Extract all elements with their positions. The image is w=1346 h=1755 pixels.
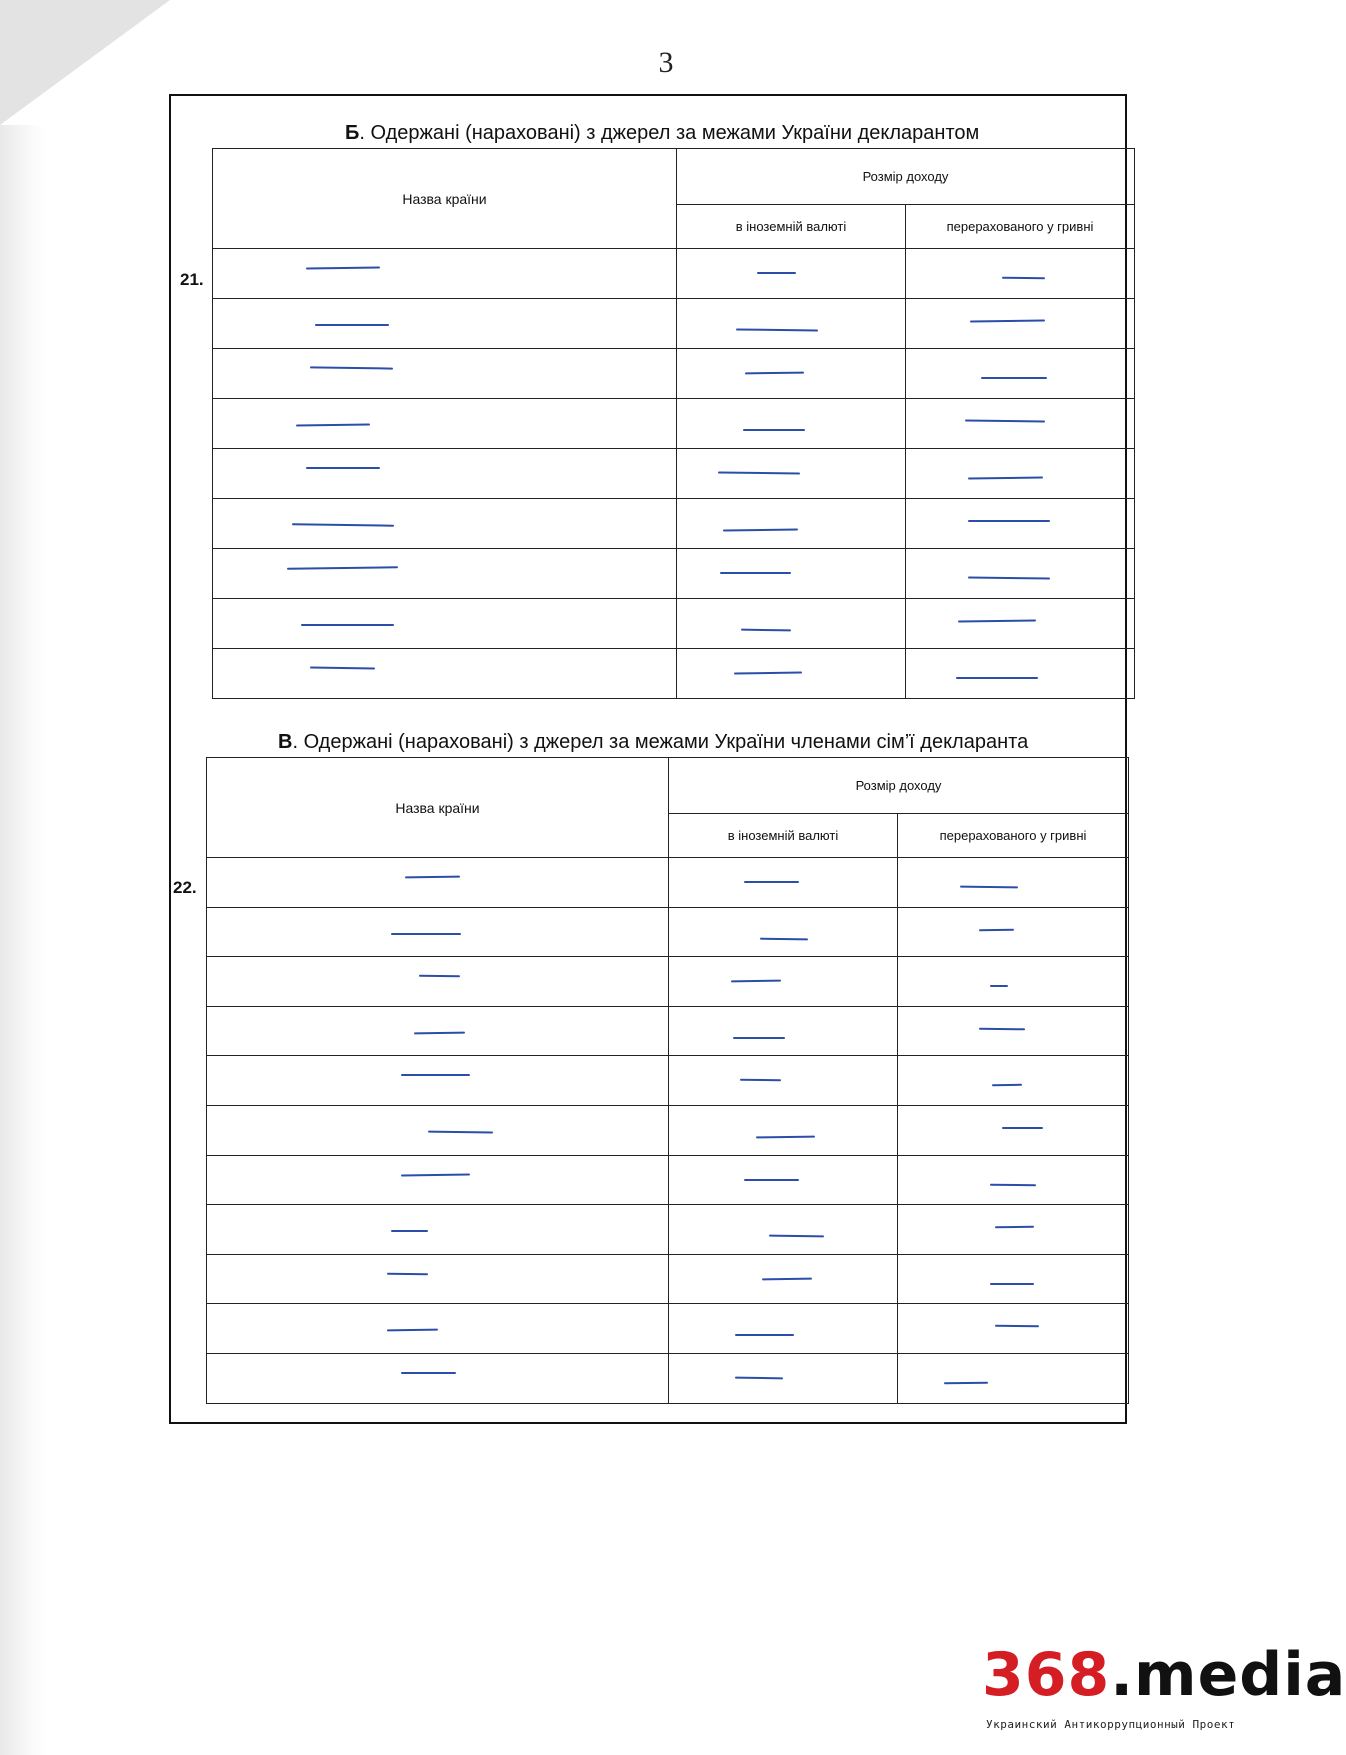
handwritten-dash-mark [968, 520, 1050, 522]
handwritten-dash-mark [992, 1084, 1022, 1086]
handwritten-dash-mark [428, 1131, 493, 1134]
section-b-foreign-currency-cell[interactable] [677, 599, 906, 649]
handwritten-dash-mark [995, 1226, 1034, 1229]
section-b-uah-cell[interactable] [906, 499, 1135, 549]
section-b-foreign-currency-cell[interactable] [677, 549, 906, 599]
table-row [207, 1056, 1129, 1106]
table-row [213, 449, 1135, 499]
section-c-uah-cell[interactable] [898, 1105, 1129, 1155]
section-c-foreign-currency-cell[interactable] [669, 1254, 898, 1304]
scan-edge-shadow [0, 125, 45, 1755]
table-row [207, 858, 1129, 908]
handwritten-dash-mark [757, 272, 796, 274]
handwritten-dash-mark [731, 980, 781, 983]
watermark-tagline: Украинский Антикоррупционный Проект [986, 1718, 1236, 1731]
handwritten-dash-mark [723, 528, 798, 531]
table-row [213, 399, 1135, 449]
watermark-number: 368 [982, 1640, 1111, 1710]
handwritten-dash-mark [736, 328, 818, 331]
section-c-country-cell[interactable] [207, 1353, 669, 1403]
handwritten-dash-mark [995, 1325, 1039, 1328]
table-row [213, 599, 1135, 649]
section-c-country-cell[interactable] [207, 1105, 669, 1155]
section-b-heading [345, 122, 979, 145]
section-c-row-number: 22. [173, 878, 197, 897]
handwritten-dash-mark [944, 1382, 988, 1385]
handwritten-dash-mark [968, 576, 1050, 579]
section-b-foreign-currency-cell[interactable] [677, 299, 906, 349]
handwritten-dash-mark [315, 324, 389, 326]
section-c-uah-cell[interactable] [898, 1006, 1129, 1056]
section-c-income-table [206, 757, 1129, 1404]
handwritten-dash-mark [306, 266, 380, 269]
section-b-country-cell[interactable] [213, 499, 677, 549]
handwritten-dash-mark [981, 377, 1047, 379]
section-b-country-cell[interactable] [213, 599, 677, 649]
section-c-country-cell[interactable] [207, 1006, 669, 1056]
handwritten-dash-mark [741, 629, 791, 632]
handwritten-dash-mark [405, 876, 460, 879]
handwritten-dash-mark [968, 476, 1043, 479]
section-c-foreign-currency-cell[interactable] [669, 1353, 898, 1403]
table-row [213, 649, 1135, 699]
handwritten-dash-mark [718, 471, 800, 474]
table-row [207, 907, 1129, 957]
handwritten-dash-mark [310, 366, 393, 369]
section-c-uah-cell[interactable] [898, 858, 1129, 908]
handwritten-dash-mark [956, 677, 1038, 679]
col-header-foreign-currency: в іноземній валюті [669, 814, 898, 858]
table-row [207, 1254, 1129, 1304]
section-c-foreign-currency-cell[interactable] [669, 1205, 898, 1255]
section-c-foreign-currency-cell[interactable] [669, 1105, 898, 1155]
table-row [207, 1353, 1129, 1403]
handwritten-dash-mark [287, 566, 398, 570]
handwritten-dash-mark [414, 1031, 465, 1034]
section-c-country-cell[interactable] [207, 1056, 669, 1106]
section-c-uah-cell[interactable] [898, 957, 1129, 1007]
handwritten-dash-mark [391, 1230, 428, 1232]
handwritten-dash-mark [990, 1283, 1034, 1285]
handwritten-dash-mark [744, 1179, 799, 1181]
handwritten-dash-mark [745, 372, 804, 375]
section-b-country-cell[interactable] [213, 399, 677, 449]
handwritten-dash-mark [419, 975, 461, 978]
section-b-country-cell[interactable] [213, 649, 677, 699]
watermark-word: media [1134, 1640, 1346, 1710]
handwritten-dash-mark [720, 572, 791, 574]
section-b-foreign-currency-cell[interactable] [677, 349, 906, 399]
section-c-country-cell[interactable] [207, 1155, 669, 1205]
handwritten-dash-mark [310, 667, 375, 670]
section-c-foreign-currency-cell[interactable] [669, 1304, 898, 1354]
handwritten-dash-mark [744, 881, 799, 883]
section-c-uah-cell[interactable] [898, 907, 1129, 957]
section-c-foreign-currency-cell[interactable] [669, 957, 898, 1007]
section-c-foreign-currency-cell[interactable] [669, 1056, 898, 1106]
section-b-foreign-currency-cell[interactable] [677, 249, 906, 299]
handwritten-dash-mark [990, 1183, 1036, 1186]
section-b-country-cell[interactable] [213, 299, 677, 349]
handwritten-dash-mark [401, 1173, 470, 1176]
handwritten-dash-mark [970, 319, 1045, 322]
section-c-foreign-currency-cell[interactable] [669, 1155, 898, 1205]
table-row [213, 299, 1135, 349]
handwritten-dash-mark [301, 624, 394, 626]
handwritten-dash-mark [740, 1079, 781, 1082]
handwritten-dash-mark [958, 619, 1036, 622]
watermark-dot: . [1110, 1640, 1135, 1710]
handwritten-dash-mark [960, 886, 1018, 889]
section-b-uah-cell[interactable] [906, 299, 1135, 349]
handwritten-dash-mark [306, 467, 380, 469]
handwritten-dash-mark [1002, 1127, 1043, 1129]
section-b-row-number: 21. [180, 270, 204, 289]
table-row [207, 1205, 1129, 1255]
section-c-country-cell[interactable] [207, 1304, 669, 1354]
col-header-foreign-currency: в іноземній валюті [677, 205, 906, 249]
handwritten-dash-mark [978, 1027, 1024, 1030]
section-b-foreign-currency-cell[interactable] [677, 399, 906, 449]
folded-page-corner [0, 0, 170, 125]
handwritten-dash-mark [292, 523, 394, 526]
section-b-uah-cell[interactable] [906, 649, 1135, 699]
section-b-income-table [212, 148, 1135, 699]
section-b-country-cell[interactable] [213, 449, 677, 499]
handwritten-dash-mark [743, 429, 805, 431]
handwritten-dash-mark [735, 1334, 794, 1336]
col-header-country: Назва країни [213, 149, 677, 249]
handwritten-dash-mark [391, 933, 460, 935]
section-b-title: . Одержані (нараховані) з джерел за межами України декларантом [359, 122, 980, 144]
handwritten-dash-mark [733, 1037, 785, 1039]
section-c-foreign-currency-cell[interactable] [669, 907, 898, 957]
section-b-rows [213, 249, 1135, 699]
table-row [207, 1304, 1129, 1354]
section-b-uah-cell[interactable] [906, 349, 1135, 399]
handwritten-dash-mark [734, 672, 802, 675]
section-c-letter: В [278, 731, 293, 753]
section-b-foreign-currency-cell[interactable] [677, 449, 906, 499]
section-b-uah-cell[interactable] [906, 549, 1135, 599]
section-c-country-cell[interactable] [207, 1205, 669, 1255]
section-b-uah-cell[interactable] [906, 599, 1135, 649]
col-header-uah: перерахованого у гривні [906, 205, 1135, 249]
section-b-letter: Б [345, 122, 360, 144]
section-c-rows [207, 858, 1129, 1404]
handwritten-dash-mark [990, 985, 1008, 987]
section-b-country-cell[interactable] [213, 349, 677, 399]
handwritten-dash-mark [965, 419, 1045, 422]
col-header-income-size: Розмір доходу [677, 149, 1135, 205]
section-c-foreign-currency-cell[interactable] [669, 858, 898, 908]
section-c-heading [278, 731, 1028, 754]
handwritten-dash-mark [978, 928, 1013, 930]
handwritten-dash-mark [769, 1235, 824, 1238]
section-c-country-cell[interactable] [207, 858, 669, 908]
section-c-uah-cell[interactable] [898, 1353, 1129, 1403]
table-row [207, 1105, 1129, 1155]
handwritten-dash-mark [735, 1377, 783, 1380]
table-row [213, 349, 1135, 399]
handwritten-dash-mark [387, 1329, 438, 1332]
section-c-country-cell[interactable] [207, 957, 669, 1007]
page-number: 3 [658, 46, 674, 79]
handwritten-dash-mark [1002, 277, 1045, 280]
handwritten-dash-mark [401, 1074, 470, 1076]
handwritten-dash-mark [401, 1372, 456, 1374]
handwritten-dash-mark [756, 1136, 815, 1139]
section-c-country-cell[interactable] [207, 1254, 669, 1304]
table-row [207, 1155, 1129, 1205]
section-c-uah-cell[interactable] [898, 1205, 1129, 1255]
section-b-uah-cell[interactable] [906, 249, 1135, 299]
table-row [213, 249, 1135, 299]
col-header-uah: перерахованого у гривні [898, 814, 1129, 858]
handwritten-dash-mark [387, 1272, 429, 1275]
section-b-uah-cell[interactable] [906, 449, 1135, 499]
table-row [213, 549, 1135, 599]
col-header-income-size: Розмір доходу [669, 758, 1129, 814]
section-c-uah-cell[interactable] [898, 1254, 1129, 1304]
table-row [213, 499, 1135, 549]
table-row [207, 1006, 1129, 1056]
handwritten-dash-mark [762, 1277, 812, 1280]
watermark-logo [980, 1640, 1346, 1755]
section-c-uah-cell[interactable] [898, 1056, 1129, 1106]
section-c-title: . Одержані (нараховані) з джерел за межами України членами сім’ї декларанта [292, 731, 1029, 753]
section-c-uah-cell[interactable] [898, 1155, 1129, 1205]
handwritten-dash-mark [760, 937, 808, 940]
section-c-foreign-currency-cell[interactable] [669, 1006, 898, 1056]
section-c-uah-cell[interactable] [898, 1304, 1129, 1354]
handwritten-dash-mark [296, 423, 370, 426]
section-b-country-cell[interactable] [213, 249, 677, 299]
section-b-country-cell[interactable] [213, 549, 677, 599]
section-b-foreign-currency-cell[interactable] [677, 499, 906, 549]
col-header-country: Назва країни [207, 758, 669, 858]
section-b-foreign-currency-cell[interactable] [677, 649, 906, 699]
section-c-country-cell[interactable] [207, 907, 669, 957]
section-b-uah-cell[interactable] [906, 399, 1135, 449]
table-row [207, 957, 1129, 1007]
